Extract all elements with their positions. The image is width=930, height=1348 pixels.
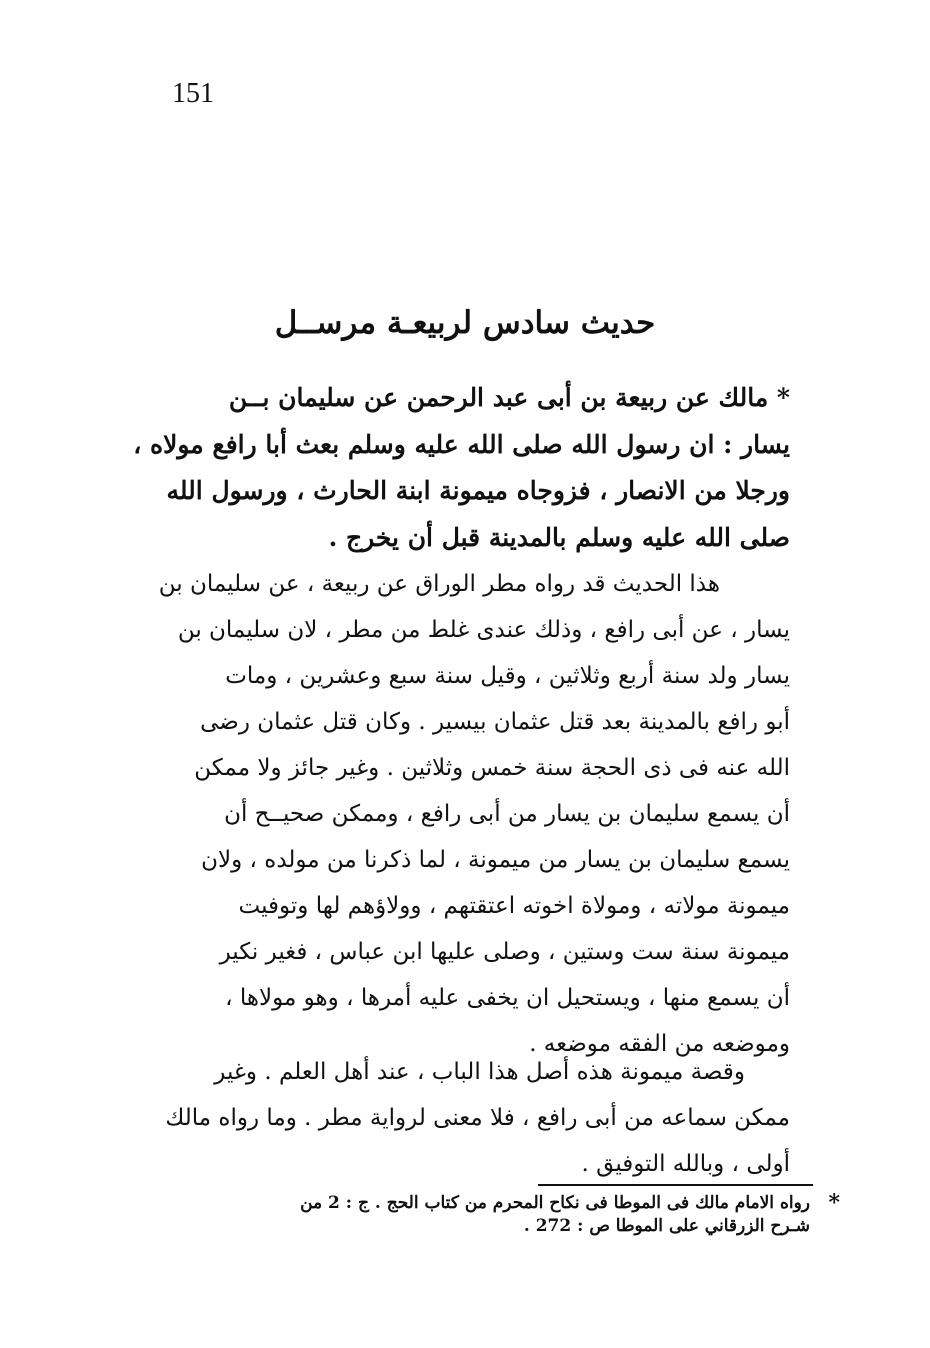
commentary-line: يسار ، عن أبى رافع ، وذلك عندى غلط من مطر ، لان سليمان بن bbox=[177, 617, 790, 643]
commentary-line: وقصة ميمونة هذه أصل هذا الباب ، عند أهل العلم . وغير bbox=[214, 1059, 745, 1085]
footnote bbox=[138, 1190, 840, 1238]
commentary-paragraph-1 bbox=[138, 561, 790, 1067]
hadith-text bbox=[133, 375, 790, 561]
commentary-line: ميمونة مولاته ، ومولاة اخوته اعتقتهم ، وولاؤهم لها وتوفيت bbox=[238, 893, 790, 919]
chapter-title: حديث سادس لربيعـة مرســل bbox=[274, 305, 656, 341]
commentary-line: الله عنه فى ذى الحجة سنة خمس وثلاثين . وغير جائز ولا ممكن bbox=[194, 755, 790, 781]
commentary-line: ممكن سماعه من أبى رافع ، فلا معنى لرواية مطر . وما رواه مالك bbox=[165, 1105, 790, 1131]
page-number: 151 bbox=[172, 78, 214, 109]
footnote-line: رواه الامام مالك فى الموطا فى نكاح المحرم من كتاب الحج . ج : 2 من bbox=[300, 1193, 810, 1213]
commentary-paragraph-2 bbox=[138, 1049, 790, 1187]
commentary-line: يسمع سليمان بن يسار من ميمونة ، لما ذكرنا من مولده ، ولان bbox=[201, 847, 790, 873]
commentary-line: أن يسمع سليمان بن يسار من أبى رافع ، وممكن صحيــح أن bbox=[224, 801, 790, 827]
hadith-line: يسار : ان رسول الله صلى الله عليه وسلم بعث أبا رافع مولاه ، bbox=[133, 429, 790, 459]
commentary-line: هذا الحديث قد رواه مطر الوراق عن ربيعة ، عن سليمان بن bbox=[158, 571, 720, 597]
commentary-line: وموضعه من الفقه موضعه . bbox=[529, 1031, 790, 1057]
footnote-line: شـرح الزرقاني على الموطا ص : 272 . bbox=[523, 1216, 810, 1236]
footnote-separator bbox=[538, 1184, 813, 1186]
commentary-line: يسار ولد سنة أربع وثلاثين ، وقيل سنة سبع وعشرين ، ومات bbox=[225, 663, 790, 689]
footnote-marker: * bbox=[828, 1190, 840, 1216]
hadith-line: صلى الله عليه وسلم بالمدينة قبل أن يخرج . bbox=[328, 522, 790, 552]
commentary-line: أبو رافع بالمدينة بعد قتل عثمان بيسير . وكان قتل عثمان رضى bbox=[200, 709, 790, 735]
commentary-line: ميمونة سنة ست وستين ، وصلى عليها ابن عباس ، فغير نكير bbox=[219, 939, 790, 965]
commentary-line: أولى ، وبالله التوفيق . bbox=[581, 1151, 790, 1177]
hadith-line: * مالك عن ربيعة بن أبى عبد الرحمن عن سليمان بــن bbox=[228, 383, 790, 412]
commentary-line: أن يسمع منها ، ويستحيل ان يخفى عليه أمرها ، وهو مولاها ، bbox=[225, 985, 790, 1011]
hadith-line: ورجلا من الانصار ، فزوجاه ميمونة ابنة الحارث ، ورسول الله bbox=[166, 476, 790, 505]
